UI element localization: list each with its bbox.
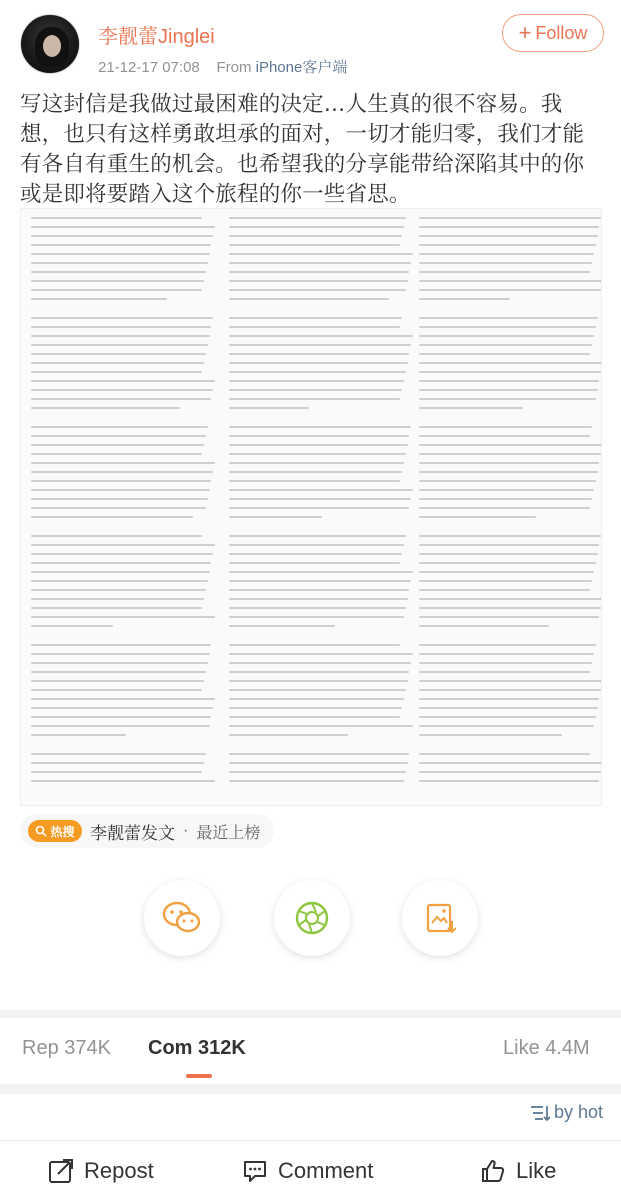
comment-button[interactable] bbox=[242, 1151, 373, 1191]
client-prefix: From bbox=[216, 59, 252, 76]
bottom-action-bar bbox=[0, 1140, 621, 1200]
plus-icon: + bbox=[518, 20, 532, 45]
letter-column-left bbox=[31, 217, 217, 797]
comment-sort-row bbox=[0, 1094, 621, 1136]
topic-status: 最近上榜 bbox=[196, 824, 261, 842]
thumbs-up-icon bbox=[480, 1158, 506, 1184]
letter-column-right bbox=[419, 217, 602, 797]
author-name[interactable]: 李靓蕾Jinglei bbox=[98, 26, 215, 48]
active-tab-indicator bbox=[186, 1074, 212, 1078]
save-image-button[interactable] bbox=[402, 880, 478, 956]
tab-comment[interactable]: Com 312K bbox=[148, 1037, 246, 1059]
topic-separator: · bbox=[183, 822, 189, 839]
hot-search-badge bbox=[28, 820, 82, 842]
comment-label: Comment bbox=[278, 1158, 374, 1183]
share-moments-button[interactable] bbox=[274, 880, 350, 956]
tab-repost[interactable]: Rep 374K bbox=[22, 1037, 111, 1059]
client-name[interactable]: iPhone客户端 bbox=[255, 59, 348, 76]
timestamp: 21-12-17 07:08 bbox=[98, 59, 200, 76]
comment-icon bbox=[242, 1158, 268, 1184]
avatar[interactable] bbox=[20, 14, 80, 74]
post-meta bbox=[98, 56, 347, 77]
sort-by-hot-button[interactable] bbox=[530, 1102, 603, 1123]
post-header bbox=[0, 0, 621, 92]
wechat-icon bbox=[162, 901, 202, 935]
like-label: Like bbox=[516, 1158, 557, 1183]
share-wechat-button[interactable] bbox=[144, 880, 220, 956]
repost-label: Repost bbox=[84, 1158, 154, 1183]
follow-button[interactable] bbox=[502, 14, 604, 52]
post-text: 写这封信是我做过最困难的决定…人生真的很不容易。我想，也只有这样勇敢坦承的面对，一切才能归零，我们才能有各自有重生的机会。也希望我的分享能带给深陷其中的你或是即将要踏入这个旅程的你一些省思。 bbox=[20, 92, 585, 207]
search-icon bbox=[35, 825, 47, 837]
repost-icon bbox=[48, 1158, 74, 1184]
share-row bbox=[0, 880, 621, 970]
hot-topic-tag[interactable] bbox=[20, 814, 274, 848]
repost-button[interactable] bbox=[48, 1151, 154, 1191]
moments-icon bbox=[294, 900, 330, 936]
follow-label: Follow bbox=[535, 22, 588, 43]
letter-image[interactable] bbox=[20, 208, 602, 806]
like-button[interactable] bbox=[480, 1151, 556, 1191]
save-image-icon bbox=[424, 901, 456, 935]
sort-label: by hot bbox=[553, 1102, 603, 1122]
sort-icon bbox=[530, 1104, 550, 1122]
topic-name: 李靓蕾发文 bbox=[90, 823, 175, 843]
hot-badge-label: 热搜 bbox=[50, 824, 75, 839]
tab-like[interactable]: Like 4.4M bbox=[503, 1037, 590, 1059]
letter-column-middle bbox=[229, 217, 415, 797]
